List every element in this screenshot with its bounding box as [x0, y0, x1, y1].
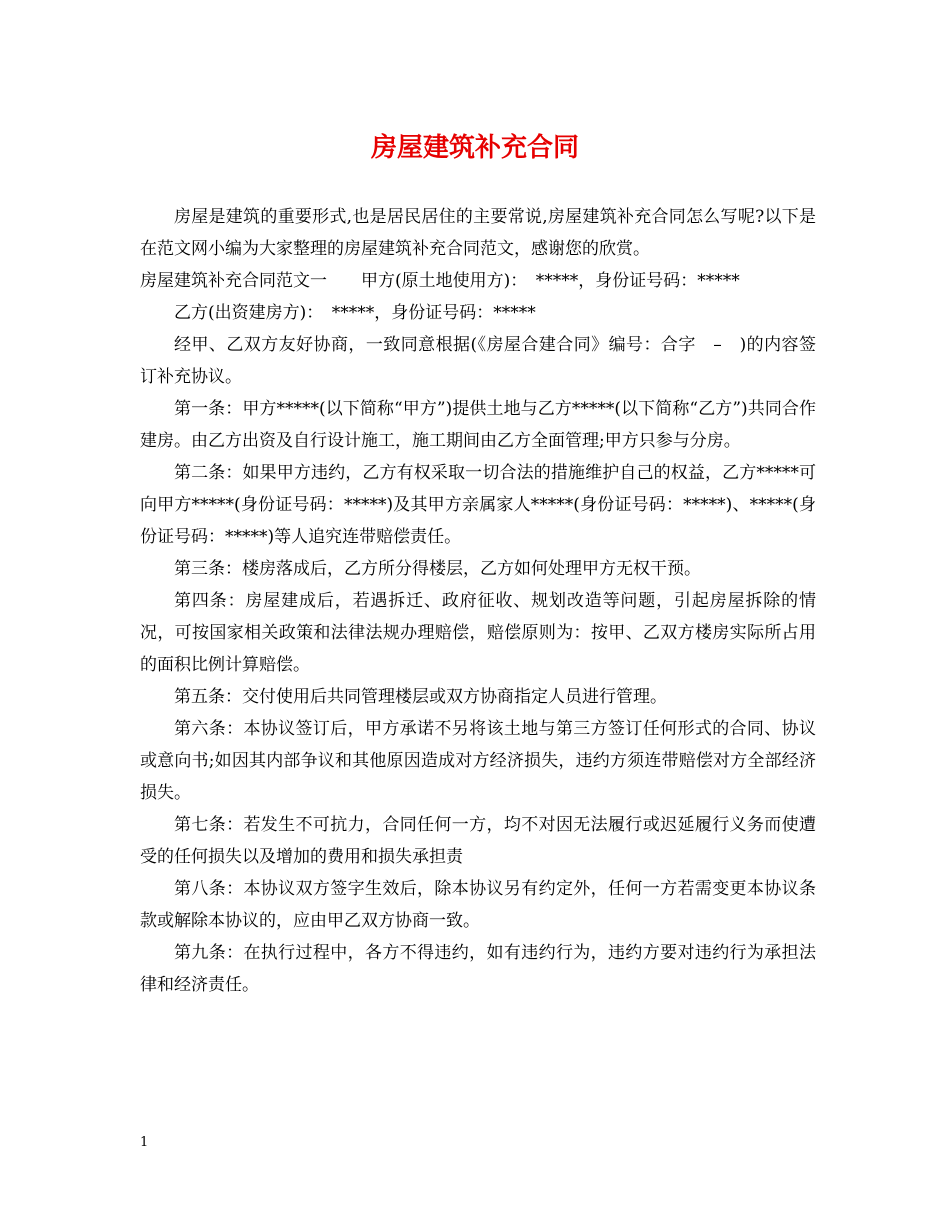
paragraph: 房屋建筑补充合同范文一 甲方(原土地使用方)： *****，身份证号码：***** [140, 271, 740, 291]
paragraph: 房屋是建筑的重要形式,也是居民居住的主要常说,房屋建筑补充合同怎么写呢?以下是在范文网小编为大家整理的房屋建筑补充合同范文，感谢您的欣赏。 [140, 207, 816, 259]
paragraph: 第八条：本协议双方签字生效后，除本协议另有约定外，任何一方若需变更本协议条款或解除本协议的，应由甲乙双方协商一致。 [140, 879, 816, 931]
document-title: 房屋建筑补充合同 [370, 133, 579, 163]
paragraph: 第二条：如果甲方违约，乙方有权采取一切合法的措施维护自己的权益，乙方*****可向甲方*****(身份证号码：*****)及其甲方亲属家人*****(身份证号码：*****)、*****(身份证号码：*****)等人追究连带赔偿责任。 [140, 463, 816, 547]
paragraph: 第九条：在执行过程中，各方不得违约，如有违约行为，违约方要对违约行为承担法律和经济责任。 [140, 943, 816, 995]
paragraph: 乙方(出资建房方)： *****，身份证号码：***** [174, 303, 536, 323]
paragraph: 经甲、乙双方友好协商，一致同意根据(《房屋合建合同》编号：合字 – )的内容签订补充协议。 [140, 335, 816, 387]
paragraph: 第三条：楼房落成后，乙方所分得楼层，乙方如何处理甲方无权干预。 [174, 559, 701, 579]
paragraph: 第七条：若发生不可抗力，合同任何一方，均不对因无法履行或迟延履行义务而使遭受的任何损失以及增加的费用和损失承担责 [140, 815, 816, 867]
paragraph: 第六条：本协议签订后，甲方承诺不另将该土地与第三方签订任何形式的合同、协议或意向书;如因其内部争议和其他原因造成对方经济损失，违约方须连带赔偿对方全部经济损失。 [140, 719, 816, 803]
paragraph: 第一条：甲方*****(以下简称“甲方”)提供土地与乙方*****(以下简称“乙方”)共同合作建房。由乙方出资及自行设计施工，施工期间由乙方全面管理;甲方只参与分房。 [140, 399, 816, 451]
document-body [140, 201, 816, 1001]
page-number: 1 [140, 1135, 149, 1150]
paragraph: 第四条：房屋建成后，若遇拆迁、政府征收、规划改造等问题，引起房屋拆除的情况，可按国家相关政策和法律法规办理赔偿，赔偿原则为：按甲、乙双方楼房实际所占用的面积比例计算赔偿。 [140, 591, 816, 675]
paragraph: 第五条：交付使用后共同管理楼层或双方协商指定人员进行管理。 [174, 687, 667, 707]
